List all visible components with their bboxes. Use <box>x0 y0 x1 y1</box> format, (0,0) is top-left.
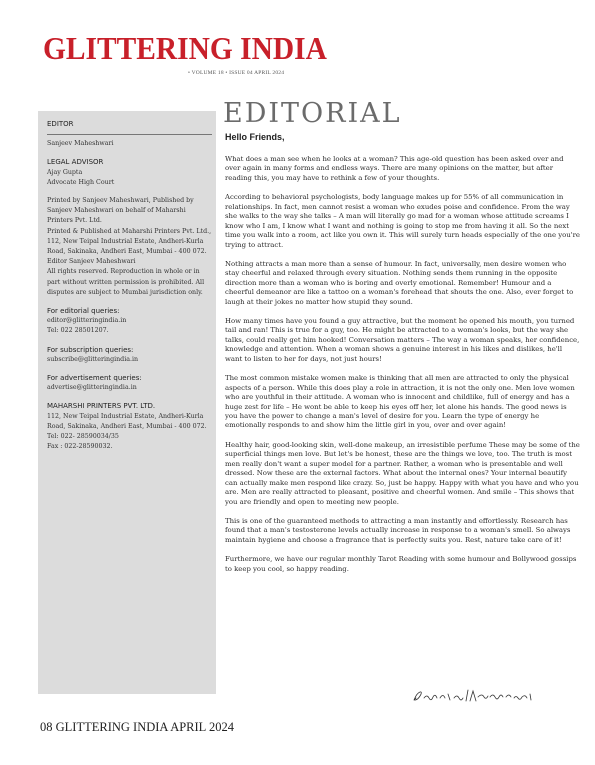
printed-at-text: Printed & Published at Maharshi Printers Pvt. Ltd., 112, New Teipal Industrial Estate, Andheri-Kurla Road, Sakinaka, Andheri East, Mumbai - 400 072. <box>47 227 212 256</box>
editorial-paragraph: This is one of the guaranteed methods to attracting a man instantly and effortlessly. Research has found that a man's testosterone levels actually increase in response to a woman's smell. So always maintain hygiene and choose a fragrance that is perfectly suits you. Rest, nature take care of it! <box>225 516 571 544</box>
company-fax: Fax : 022-28590032. <box>47 443 113 451</box>
editor-line: Editor Sanjeev Maheshwari <box>47 258 136 266</box>
editorial-paragraph: The most common mistake women make is thinking that all men are attracted to only the physical aspects of a person. While this does play a role in attraction, it is not the only one. Men love women who are youthful in their attitude. A woman who is innocent and childlike, full of energy and has a huge zest for life – He wont be able to keep his eyes off her, let alone his hands. The good news is you have the power to change a man's level of desire for you. Learn the type of energy he emotionally responds to and show him the little girl in you, over and over again! <box>225 374 575 430</box>
editor-name: Sanjeev Maheshwari <box>47 140 114 148</box>
divider <box>47 134 212 135</box>
subscription-email: subscribe@glitteringindia.in <box>47 355 139 363</box>
editorial-paragraph: Nothing attracts a man more than a sense of humour. In fact, universally, men desire women who stay cheerful and relaxed through every situation. Nothing sends them running in the opposite direction more than a woman who is boring and overly emotional. Remember! Humour and a cheerful demeanor are like a tattoo on a woman's forehead that shouts the one. Also, ever forget to laugh at their jokes no matter how stupid they sound. <box>225 259 574 306</box>
subscription-queries-heading: For subscription queries: <box>47 345 134 354</box>
company-heading: MAHARSHI PRINTERS PVT. LTD. <box>47 402 156 411</box>
sidebar-content <box>47 119 212 460</box>
rights-text: All rights reserved. Reproduction in whole or in part without written permission is prohibited. All disputes are subject to Mumbai jurisdiction only. <box>47 268 205 296</box>
advertisement-email: advertise@glitteringindia.in <box>47 384 137 392</box>
editorial-paragraph: According to behavioral psychologists, body language makes up for 55% of all communication in relationships. In fact, men cannot resist a woman who exudes poise and confidence. From the way she walks to the way she talks – A man will literally go mad for a woman whose attitude screams I know who I am, I know what I want and nothing is going to stop me from having it all. So the next time you walk into a room, act like you own it. This will surely turn heads especially of the one you're trying to attract. <box>225 193 580 249</box>
editor-signature <box>410 686 545 706</box>
legal-advisor-name: Ajay Gupta <box>47 168 83 176</box>
greeting: Hello Friends, <box>225 132 285 142</box>
editor-heading: EDITOR <box>47 120 74 128</box>
editorial-queries-heading: For editorial queries: <box>47 307 120 316</box>
page-title: EDITORIAL <box>223 98 402 129</box>
masthead-title: GLITTERING INDIA <box>43 30 327 66</box>
editorial-paragraph: Healthy hair, good-looking skin, well-done makeup, an irresistible perfume These may be some of the superficial things men love. But let's be honest, these are the things we love, too. The truth is most men really don't want a super model for a partner. Rather, a woman who is presentable and well dressed. Now these are the external factors. What about the internal ones? Your internal beautify can actually make men respond like crazy. So, just be happy. Happy with what you have and who you are. Men are really attracted to pleasant, positive and cheerful women. And smile – This shows that you are friendly and open to meeting new people. <box>225 440 580 506</box>
company-address: 112, New Teipal Industrial Estate, Andheri-Kurla Road, Sakinaka, Andheri East, Mumbai - 400 072. Tel: 022- 28590034/35 <box>47 412 207 441</box>
editorial-queries-email: editor@glitteringindia.in <box>47 317 127 325</box>
editorial-queries-tel: Tel: 022 28501207. <box>47 327 109 335</box>
editorial-paragraph: How many times have you found a guy attractive, but the moment he opened his mouth, you turned tail and ran! This is true for a guy, too. He might be attracted to a woman's looks, but the way she talks, could really get him hooked! Conversation matters – The way a woman speaks, her confidence, knowledge and attention. When a woman shows a genuine interest in his likes and dislikes, he'll want to listen to her for days, not just hours! <box>225 317 580 363</box>
editorial-paragraph: Furthermore, we have our regular monthly Tarot Reading with some humour and Bollywood gossips to keep you cool, so happy reading. <box>225 555 577 573</box>
editorial-paragraph: What does a man see when he looks at a woman? This age-old question has been asked over and over again in many forms and endless ways. There are many opinions on the matter, but after reading this, you may have to rethink a few of your thoughts. <box>225 155 564 182</box>
issue-line: • VOLUME 18 • ISSUE 04 APRIL 2024 <box>188 70 285 76</box>
advertisement-queries-heading: For advertisement queries: <box>47 374 142 383</box>
legal-advisor-heading: LEGAL ADVISOR <box>47 158 104 167</box>
imprint-text: Printed by Sanjeev Maheshwari, Published by Sanjeev Maheshwari on behalf of Maharshi Printers Pvt. Ltd. <box>47 197 194 225</box>
page-footer: 08 GLITTERING INDIA APRIL 2024 <box>40 720 234 734</box>
editorial-body <box>225 155 581 584</box>
legal-advisor-role: Advocate High Court <box>47 178 115 186</box>
